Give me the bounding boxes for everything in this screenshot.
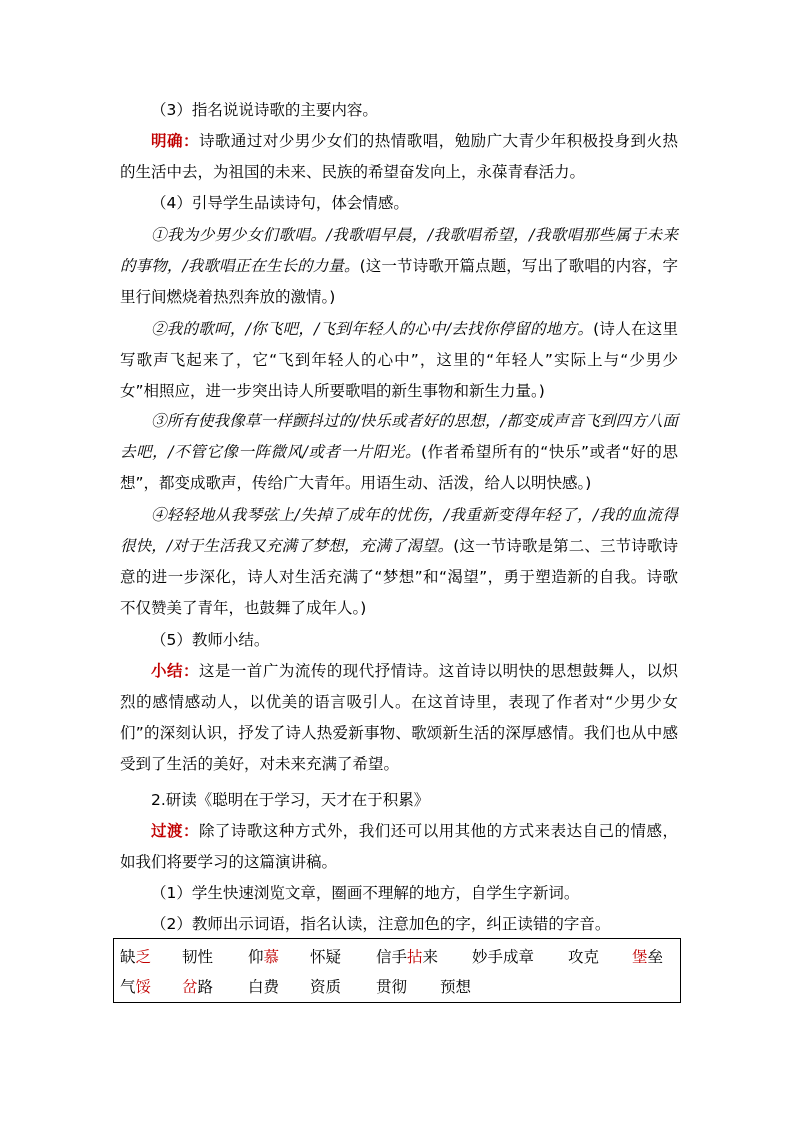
vocab-word: 资质 — [310, 978, 342, 996]
quote-3-paragraph — [120, 406, 678, 499]
vocab-word: 白费 — [248, 978, 280, 996]
vocabulary-table — [113, 938, 681, 1003]
summary-text: 这是一首广为流传的现代抒情诗。这首诗以明快的思想鼓舞人，以炽烈的感情感动人，以优美的语言吸引人。在这首诗里，表现了作者对“少男少女们”的深刻认识，抒发了诗人热爱新事物、歌颂新生活的深厚感情。我们也从中感受到了生活的美好，对未来充满了希望。 — [120, 662, 678, 773]
clarify-label: 明确： — [151, 132, 199, 150]
transition-text: 除了诗歌这种方式外，我们还可以用其他的方式来表达自己的情感，如我们将要学习的这篇演讲稿。 — [120, 822, 678, 871]
summary-label: 小结： — [151, 662, 199, 680]
quote-4-paragraph — [120, 500, 678, 624]
step-2-heading: （2）教师出示词语，指名认读，注意加色的字，纠正读错的字音。 — [151, 915, 611, 933]
vocab-word: 信手拈来 — [376, 948, 439, 966]
step-4-heading: （4）引导学生品读诗句，体会情感。 — [151, 194, 409, 212]
vocab-word: 岔路 — [182, 978, 214, 996]
quote-1-paragraph — [120, 220, 678, 313]
step-1-heading: （1）学生快速浏览文章，圈画不理解的地方，自学生字新词。 — [151, 884, 580, 902]
quote-2-note: (诗人在这里写歌声飞起来了，它“飞到年轻人的心中”，这里的“年轻人”实际上与“少男少女”相照应，进一步突出诗人所要歌唱的新生事物和新生力量。) — [120, 320, 678, 400]
step-5-heading: （5）教师小结。 — [151, 631, 270, 649]
vocab-word: 贯彻 — [376, 978, 408, 996]
transition-label: 过渡： — [151, 822, 199, 840]
vocab-word: 预想 — [440, 978, 472, 996]
transition-paragraph — [120, 816, 678, 878]
quote-1-poem: ①我为少男少女们歌唱。/我歌唱早晨，/我歌唱希望，/我歌唱那些属于未来的事物，/我歌唱正在生长的力量。 — [120, 226, 678, 275]
quote-1-note: (这一节诗歌开篇点题，写出了歌唱的内容，字里行间燃烧着热烈奔放的激情。) — [120, 257, 678, 306]
clarify-text: 诗歌通过对少男少女们的热情歌唱，勉励广大青少年积极投身到火热的生活中去，为祖国的未来、民族的希望奋发向上，永葆青春活力。 — [120, 132, 678, 181]
section-2-heading: 2.研读《聪明在于学习，天才在于积累》 — [151, 791, 430, 809]
quote-3-poem: ③所有使我像草一样颤抖过的/快乐或者好的思想，/都变成声音飞到四方八面去吧，/不管它像一阵微风/或者一片阳光。 — [120, 412, 678, 461]
vocab-word: 缺乏 — [120, 948, 152, 966]
quote-4-note: (这一节诗歌是第二、三节诗歌诗意的进一步深化，诗人对生活充满了“梦想”和“渴望”，勇于塑造新的自我。诗歌不仅赞美了青年，也鼓舞了成年人。) — [120, 537, 678, 617]
vocab-word: 韧性 — [182, 948, 214, 966]
step-3-heading: （3）指名说说诗歌的主要内容。 — [151, 101, 378, 119]
vocab-word: 堡垒 — [632, 948, 664, 966]
clarify-paragraph — [120, 126, 678, 188]
quote-2-paragraph — [120, 314, 678, 407]
vocab-word: 仰慕 — [248, 948, 280, 966]
quote-4-poem: ④轻轻地从我琴弦上/失掉了成年的忧伤，/我重新变得年轻了，/我的血流得很快，/对于生活我又充满了梦想，充满了渴望。 — [120, 506, 678, 555]
vocab-word: 气馁 — [120, 978, 152, 996]
quote-2-poem: ②我的歌呵，/你飞吧，/飞到年轻人的心中/去找你停留的地方。 — [151, 320, 594, 338]
vocab-word: 妙手成章 — [472, 948, 535, 966]
vocab-word: 攻克 — [568, 948, 600, 966]
summary-paragraph — [120, 656, 678, 780]
vocab-word: 怀疑 — [310, 948, 342, 966]
quote-3-note: (作者希望所有的“快乐”或者“好的思想”，都变成歌声，传给广大青年。用语生动、活泼，给人以明快感。) — [120, 443, 679, 492]
